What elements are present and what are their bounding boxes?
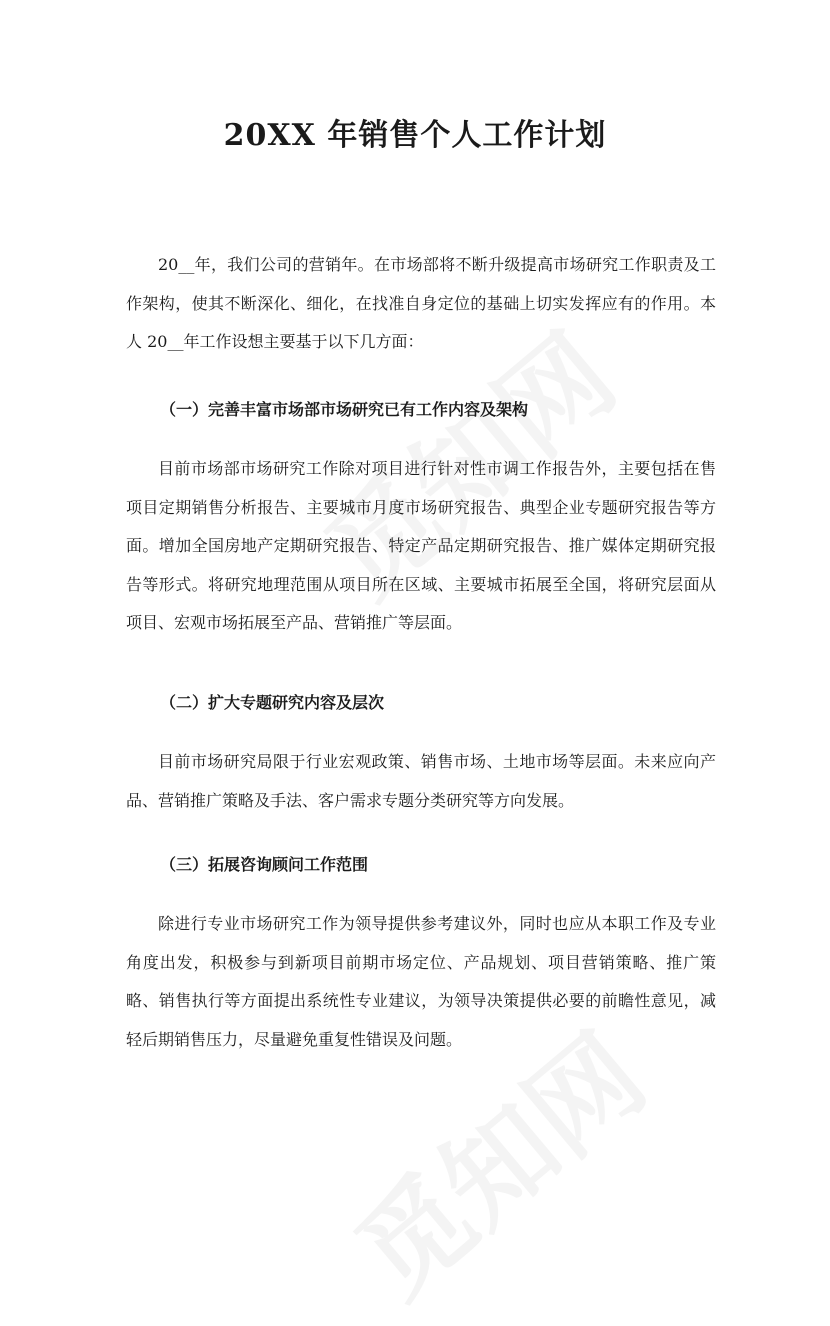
section-heading-1: （一）完善丰富市场部市场研究已有工作内容及架构 bbox=[160, 400, 529, 419]
document-title: 20XX 年销售个人工作计划 bbox=[223, 118, 607, 153]
section-heading-3: （三）拓展咨询顾问工作范围 bbox=[160, 855, 369, 874]
section-body-2: 目前市场研究局限于行业宏观政策、销售市场、土地市场等层面。未来应向产品、营销推广策略及手法、客户需求专题分类研究等方向发展。 bbox=[126, 752, 716, 810]
section-heading-2: （二）扩大专题研究内容及层次 bbox=[160, 693, 385, 712]
section-body-3: 除进行专业市场研究工作为领导提供参考建议外，同时也应从本职工作及专业角度出发，积极参与到新项目前期市场定位、产品规划、项目营销策略、推广策略、销售执行等方面提出系统性专业建议，为领导决策提供必要的前瞻性意见，减轻后期销售压力，尽量避免重复性错误及问题。 bbox=[126, 914, 716, 1049]
section-body-1: 目前市场部市场研究工作除对项目进行针对性市调工作报告外，主要包括在售项目定期销售分析报告、主要城市月度市场研究报告、典型企业专题研究报告等方面。增加全国房地产定期研究报告、特定产品定期研究报告、推广媒体定期研究报告等形式。将研究地理范围从项目所在区域、主要城市拓展至全国，将研究层面从项目、宏观市场拓展至产品、营销推广等层面。 bbox=[126, 459, 716, 633]
intro-paragraph: 20__年，我们公司的营销年。在市场部将不断升级提高市场研究工作职责及工作架构，使其不断深化、细化，在找准自身定位的基础上切实发挥应有的作用。本人 20__年工作设想主要基于以下几方面： bbox=[126, 255, 716, 352]
